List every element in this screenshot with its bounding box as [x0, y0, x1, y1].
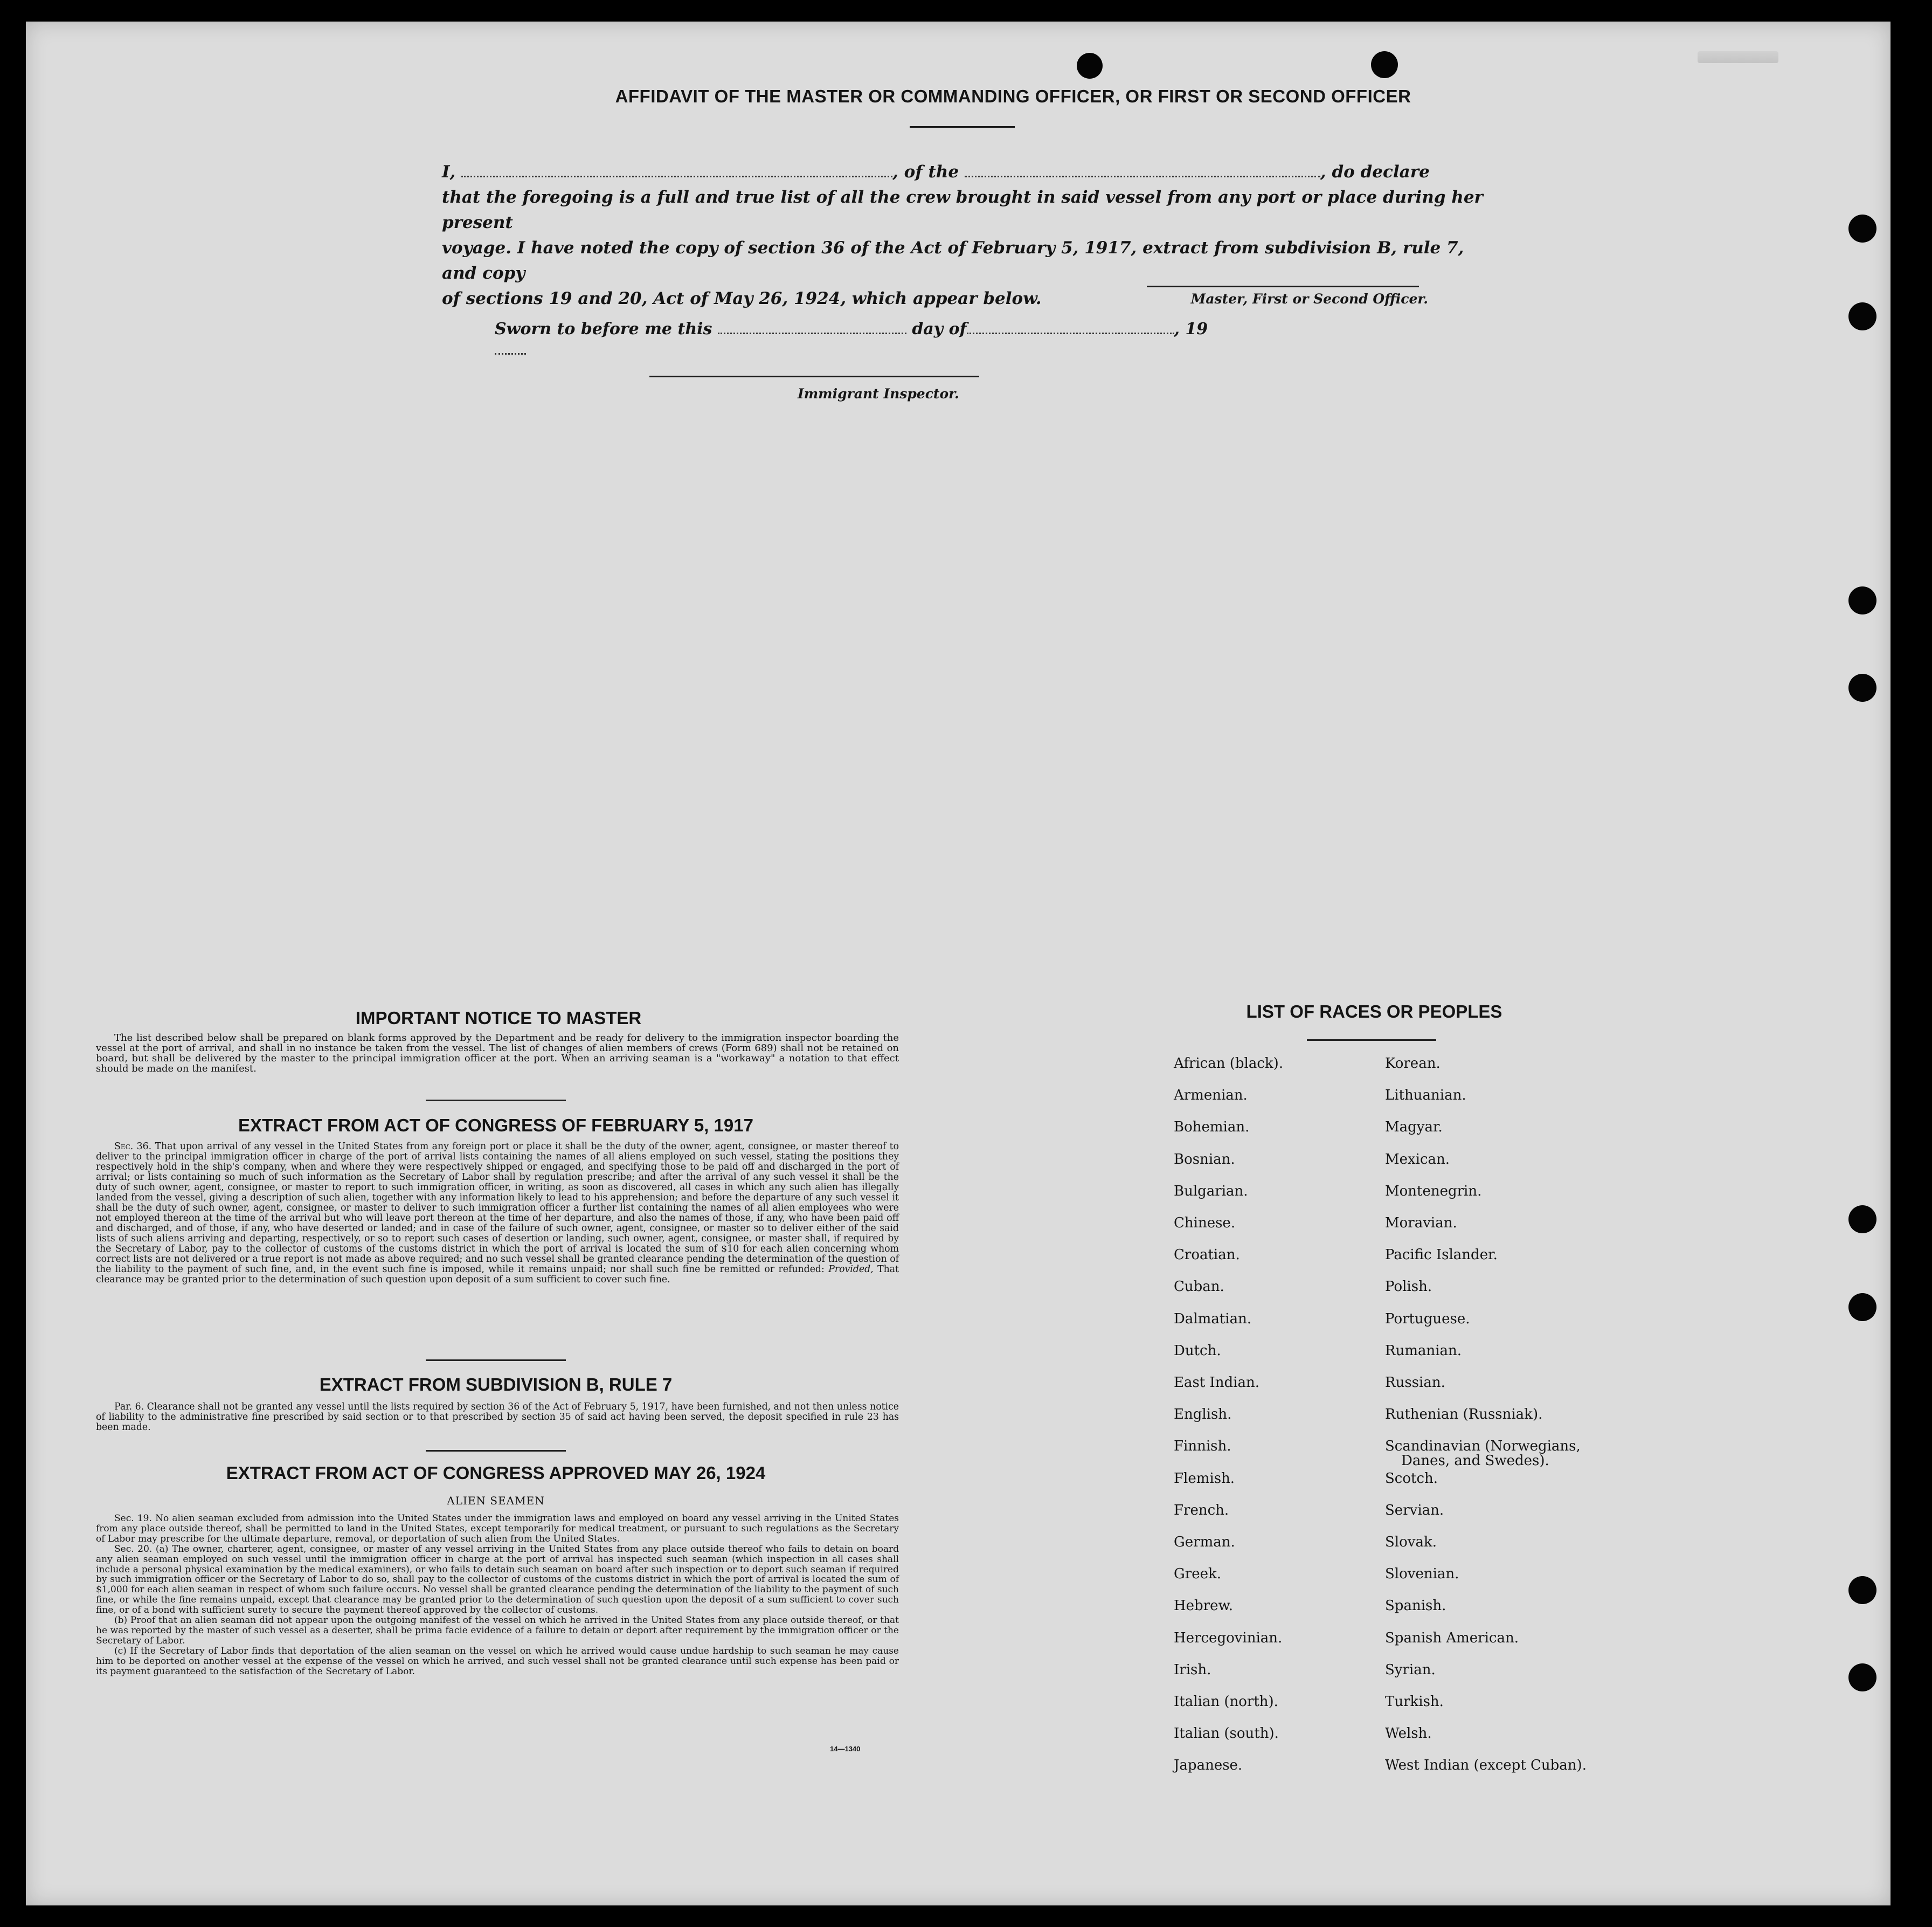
- race-item: Ruthenian (Russniak).: [1385, 1406, 1543, 1423]
- extract-1924-title: EXTRACT FROM ACT OF CONGRESS APPROVED MAY 26, 1924: [226, 1463, 766, 1483]
- punch-hole: [1077, 53, 1103, 79]
- race-item: Russian.: [1385, 1375, 1445, 1391]
- race-item: Finnish.: [1174, 1438, 1231, 1455]
- form-number: 14—1340: [830, 1745, 861, 1753]
- section-divider: [426, 1359, 566, 1361]
- punch-hole: [1848, 1576, 1876, 1604]
- race-item: Korean.: [1385, 1055, 1441, 1072]
- race-item: Welsh.: [1385, 1725, 1432, 1742]
- sworn-day-field[interactable]: [718, 318, 906, 334]
- punch-hole: [1848, 215, 1876, 243]
- race-item: German.: [1174, 1534, 1235, 1550]
- notice-text: [96, 1033, 899, 1074]
- affidavit-body: [442, 160, 1493, 312]
- race-item: Croatian.: [1174, 1247, 1240, 1263]
- declaration-text-line: that the foregoing is a full and true list of all the crew brought in said vessel from any port or place during her present: [442, 188, 1483, 232]
- sworn-month-field[interactable]: [967, 318, 1174, 334]
- sec-19-paragraph: Sec. 19. No alien seaman excluded from admission into the United States under the immigration laws and employed on board any vessel arriving in the United States from any place outside thereof, shall be permitted to land in the United States, except temporarily for medical treatment, or pursuant to such regulations as the Secretary of Labor may prescribe for the ultimate departure, removal, or deportation of such alien from the United States.: [96, 1513, 899, 1544]
- declaration-text-line: of sections 19 and 20, Act of May 26, 1924, which appear below.: [442, 289, 1042, 308]
- race-item: Flemish.: [1174, 1470, 1235, 1487]
- rule7-paragraph: Par. 6. Clearance shall not be granted any vessel until the lists required by section 36 of the Act of February 5, 1917, have been furnished, and not then unless notice of liability to the administrative fine prescribed by said section or to that prescribed by section 35 of said act having been served, the deposit specified in rule 23 has been made.: [96, 1401, 899, 1433]
- signature-line[interactable]: [1147, 286, 1419, 287]
- race-item: Slovenian.: [1385, 1566, 1459, 1583]
- race-item: Chinese.: [1174, 1215, 1236, 1231]
- sec-20c-paragraph: (c) If the Secretary of Labor finds that deportation of the alien seaman on the vessel on which he arrived would cause undue hardship to such seaman he may cause him to be deported on another vessel at the expense of the vessel on which he arrived, and such vessel shall not be granted clearance until such expense has been paid or its payment guaranteed to the satisfaction of the Secretary of Labor.: [96, 1645, 899, 1677]
- race-item: Bulgarian.: [1174, 1183, 1248, 1199]
- notice-title: IMPORTANT NOTICE TO MASTER: [355, 1008, 642, 1028]
- notice-paragraph: The list described below shall be prepared on blank forms approved by the Department and be ready for delivery to the immigration inspector boarding the vessel at the port of arrival, and shall in no instance be taken from the vessel. The list of changes of alien members of crews (Form 689) shall not be retained on board, but shall be delivered by the master to the principal immigration officer at the port. When an arriving seaman is a "workaway" a notation to that effect should be made on the manifest.: [96, 1032, 899, 1074]
- race-item: African (black).: [1174, 1055, 1284, 1072]
- inspector-label: Immigrant Inspector.: [798, 386, 959, 402]
- race-item: Hebrew.: [1174, 1598, 1233, 1614]
- sec-20a-paragraph: Sec. 20. (a) The owner, charterer, agent, consignee, or master of any vessel arriving in the United States from any place outside thereof who fails to detain on board any alien seaman employed on such vessel until the immigration officer in charge at the port of arrival has inspected such seaman (which inspection in all cases shall include a personal physical examination by the medical examiners), or who fails to detain such seaman on board after such inspection or to deport such seaman if required by such immigration officer or the Secretary of Labor to do so, shall pay to the collector of customs of the customs district in which the port of arrival is located the sum of $1,000 for each alien seaman in respect of whom such failure occurs. No vessel shall be granted clearance pending the determination of the liability to the payment of such fine, or while the fine remains unpaid, except that clearance may be granted prior to the determination of such question upon the deposit of a sum sufficient to cover such fine, or of a bond with sufficient surety to secure the payment thereof approved by the collector of customs.: [96, 1543, 899, 1616]
- sec-36-label: Sec. 36.: [114, 1141, 152, 1152]
- race-item: Italian (north).: [1174, 1694, 1278, 1710]
- race-item: Dutch.: [1174, 1342, 1221, 1359]
- title-underline: [910, 126, 1015, 128]
- punch-hole: [1848, 674, 1876, 702]
- punch-hole: [1848, 1293, 1876, 1321]
- race-item: Scotch.: [1385, 1470, 1438, 1487]
- of-the-label: , of the: [892, 162, 959, 182]
- day-of-label: day of: [912, 320, 967, 339]
- race-item: French.: [1174, 1502, 1229, 1518]
- race-item: Slovak.: [1385, 1534, 1437, 1550]
- extract-1924-text: [96, 1514, 899, 1677]
- races-title-underline: [1307, 1039, 1436, 1041]
- race-item: Moravian.: [1385, 1215, 1457, 1231]
- sec-20b-paragraph: (b) Proof that an alien seaman did not appear upon the outgoing manifest of the vessel on which he arrived in the United States from any place outside thereof, or that he was reported by the master of such vessel as a deserter, shall be prima facie evidence of a failure to detain or deport after requirement by the immigration officer or the Secretary of Labor.: [96, 1615, 899, 1646]
- extract-1917-text: [96, 1142, 899, 1285]
- race-item: Cuban.: [1174, 1279, 1224, 1295]
- race-item: Magyar.: [1385, 1119, 1443, 1136]
- punch-hole: [1848, 1205, 1876, 1233]
- race-item: Syrian.: [1385, 1661, 1436, 1678]
- name-field[interactable]: [461, 161, 892, 177]
- punch-hole: [1848, 302, 1876, 330]
- do-declare-label: , do declare: [1320, 162, 1430, 182]
- sec-36-text-end: That clearance may be granted prior to the determination of such question upon deposit of a sum sufficient to cover such fine.: [96, 1264, 899, 1285]
- race-item: Dalmatian.: [1174, 1310, 1252, 1327]
- punch-hole: [1371, 51, 1398, 78]
- race-item: East Indian.: [1174, 1375, 1260, 1391]
- stamp-mark: [1698, 51, 1778, 63]
- alien-seamen-subtitle: ALIEN SEAMEN: [447, 1494, 545, 1507]
- extract-rule7-text: [96, 1402, 899, 1433]
- race-item: Mexican.: [1385, 1151, 1450, 1168]
- year-label: , 19: [1174, 320, 1208, 339]
- race-item: English.: [1174, 1406, 1232, 1423]
- declaration-text-line: voyage. I have noted the copy of section 36 of the Act of February 5, 1917, extract from subdivision B, rule 7, and copy: [442, 238, 1464, 283]
- punch-hole: [1848, 1663, 1876, 1691]
- extract-1917-title: EXTRACT FROM ACT OF CONGRESS OF FEBRUARY 5, 1917: [238, 1115, 753, 1135]
- race-item: Greek.: [1174, 1566, 1221, 1583]
- declaration-line: [442, 160, 1493, 185]
- race-item: Portuguese.: [1385, 1310, 1470, 1327]
- section-divider: [426, 1450, 566, 1452]
- inspector-signature-line[interactable]: [649, 376, 979, 377]
- race-item: Turkish.: [1385, 1694, 1444, 1710]
- race-item-continuation: Danes, and Swedes).: [1401, 1453, 1549, 1469]
- affidavit-title: AFFIDAVIT OF THE MASTER OR COMMANDING OFFICER, OR FIRST OR SECOND OFFICER: [615, 86, 1411, 106]
- punch-hole: [1848, 586, 1876, 614]
- race-item: Pacific Islander.: [1385, 1247, 1498, 1263]
- race-item: Spanish American.: [1385, 1629, 1519, 1646]
- race-item: Polish.: [1385, 1279, 1432, 1295]
- sec-36-text: That upon arrival of any vessel in the United States from any foreign port or place it shall be the duty of the owner, agent, consignee, or master thereof to deliver to the principal immigration officer in charge of the port of arrival lists containing the names of all aliens employed on such vessel, stating the positions they respectively hold in the ship's company, when and where they were respectively shipped or engaged, and specifying those to be paid off and discharged in the port of arrival; or lists containing so much of such information as the Secretary of Labor shall by regulation prescribe; and after the arrival of any such vessel it shall be the duty of such owner, agent, consignee, or master to report to such immigration officer, in writing, as soon as discovered, all cases in which any such alien has illegally landed from the vessel, giving a description of such alien, together with any information likely to lead to his apprehension; and before the departure of any such vessel it shall be the duty of such owner, agent, consignee, or master to deliver to such immigration officer a further list containing the names of all alien employees who were not employed thereon at the time of the arrival but who will leave port thereon at the time of her departure, and also the names of those, if any, who have been paid off and discharged, and of those, if any, who have deserted or landed; and in case of the failure of such owner, agent, consignee, or master so to deliver either of the said lists of such aliens arriving and departing, respectively, or so to report such cases of desertion or landing, such owner, agent, consignee, or master shall, if required by the Secretary of Labor, pay to the collector of customs of the customs district in which the port of arrival is located the sum of $10 for each alien concerning whom correct lists are not delivered or a true report is not made as above required; and no such vessel shall be granted clearance pending the determination of the question of the liability to the payment of such fine, and, in the event such fine is imposed, while it remains unpaid; nor shall such fine be remitted or refunded:: [96, 1141, 899, 1275]
- race-item: Bohemian.: [1174, 1119, 1250, 1136]
- sec-36-paragraph: [96, 1142, 899, 1285]
- race-item: Hercegovinian.: [1174, 1629, 1283, 1646]
- vessel-field[interactable]: [965, 161, 1320, 177]
- i-label: I,: [442, 162, 456, 182]
- races-title: LIST OF RACES OR PEOPLES: [1246, 1002, 1502, 1021]
- race-item: Lithuanian.: [1385, 1087, 1466, 1104]
- race-item: Montenegrin.: [1385, 1183, 1482, 1199]
- race-item: Irish.: [1174, 1661, 1211, 1678]
- race-item: Armenian.: [1174, 1087, 1248, 1104]
- race-item: West Indian (except Cuban).: [1385, 1757, 1587, 1774]
- sworn-line: [495, 318, 1238, 359]
- extract-rule7-title: EXTRACT FROM SUBDIVISION B, RULE 7: [319, 1375, 673, 1394]
- race-item: Italian (south).: [1174, 1725, 1279, 1742]
- race-item: Servian.: [1385, 1502, 1444, 1518]
- provided-label: Provided,: [828, 1264, 874, 1275]
- race-item: Rumanian.: [1385, 1342, 1462, 1359]
- race-item: Japanese.: [1174, 1757, 1243, 1774]
- race-item: Scandinavian (Norwegians,: [1385, 1438, 1581, 1455]
- sworn-year-field[interactable]: [495, 339, 526, 355]
- signature-label: Master, First or Second Officer.: [1190, 291, 1428, 307]
- section-divider: [426, 1100, 566, 1101]
- race-item: Spanish.: [1385, 1598, 1446, 1614]
- race-item: Bosnian.: [1174, 1151, 1235, 1168]
- sworn-label: Sworn to before me this: [495, 320, 712, 339]
